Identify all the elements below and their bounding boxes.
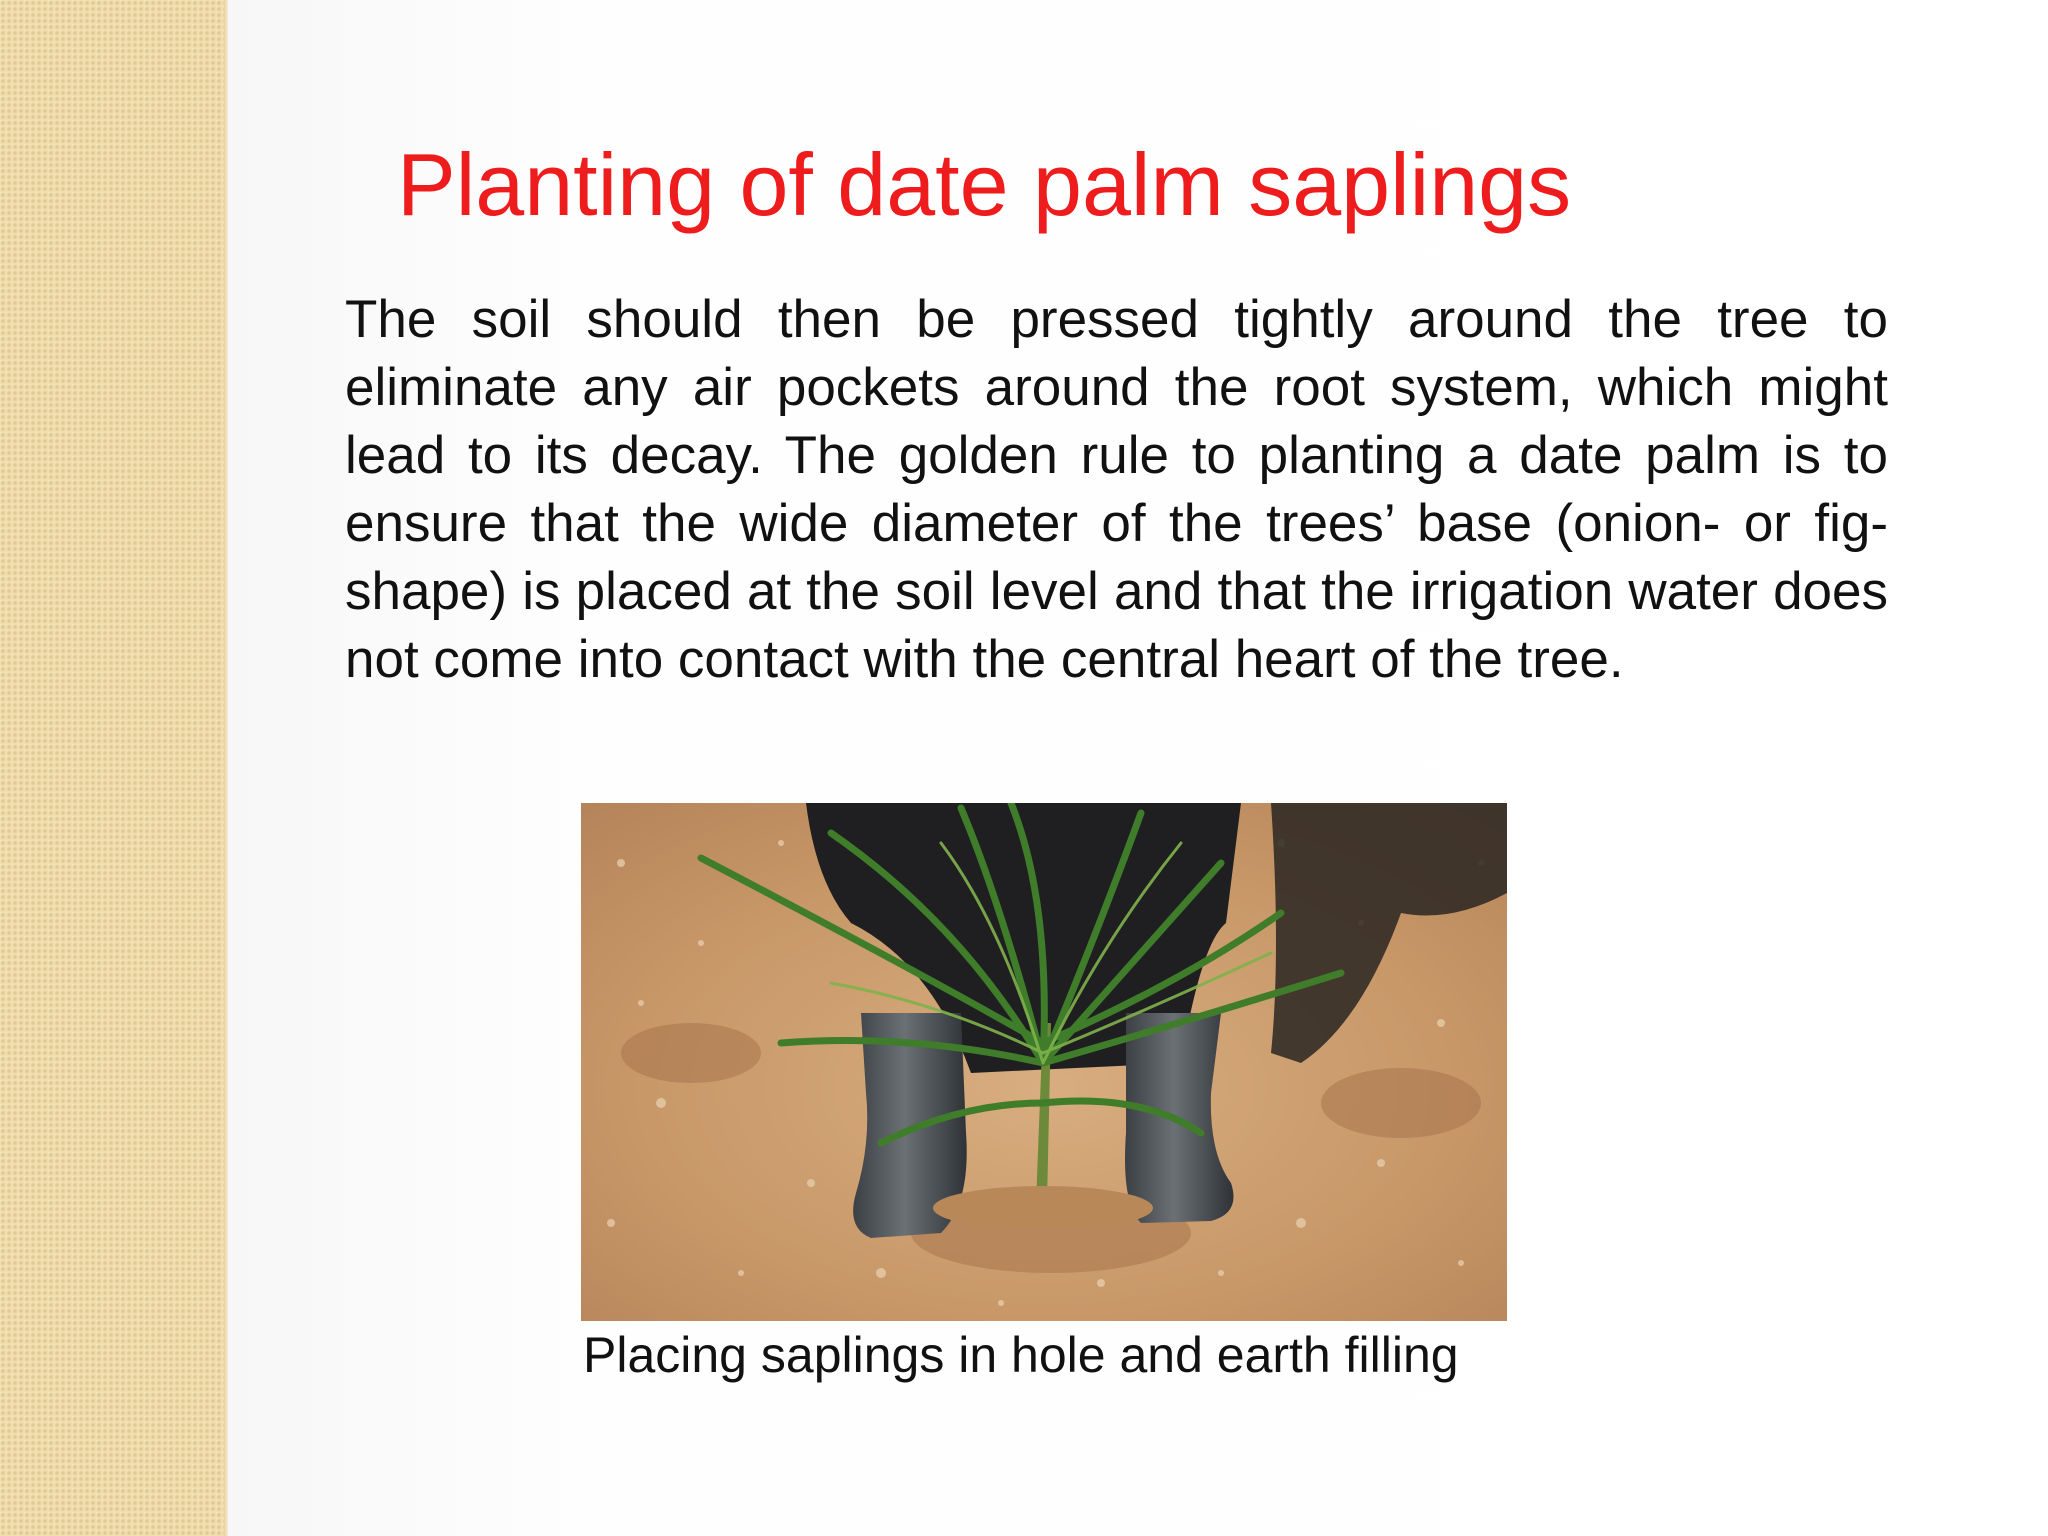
- slide-title: Planting of date palm saplings: [397, 135, 1572, 234]
- photo-caption: Placing saplings in hole and earth filling: [583, 1327, 1459, 1383]
- sapling-planting-photo: [581, 803, 1507, 1321]
- decorative-side-strip: [0, 0, 228, 1536]
- earth-mound: [933, 1186, 1153, 1230]
- slide-body-text: The soil should then be pressed tightly around the tree to eliminate any air pockets around the root system, which might lead to its decay. The golden rule to planting a date palm is to ensure that the wide diameter of the trees’ base (onion- or fig-shape) is placed at the soil level and that the irrigation water does not come into contact with the central heart of the tree.: [345, 290, 1888, 689]
- photo-illustration: [581, 803, 1507, 1321]
